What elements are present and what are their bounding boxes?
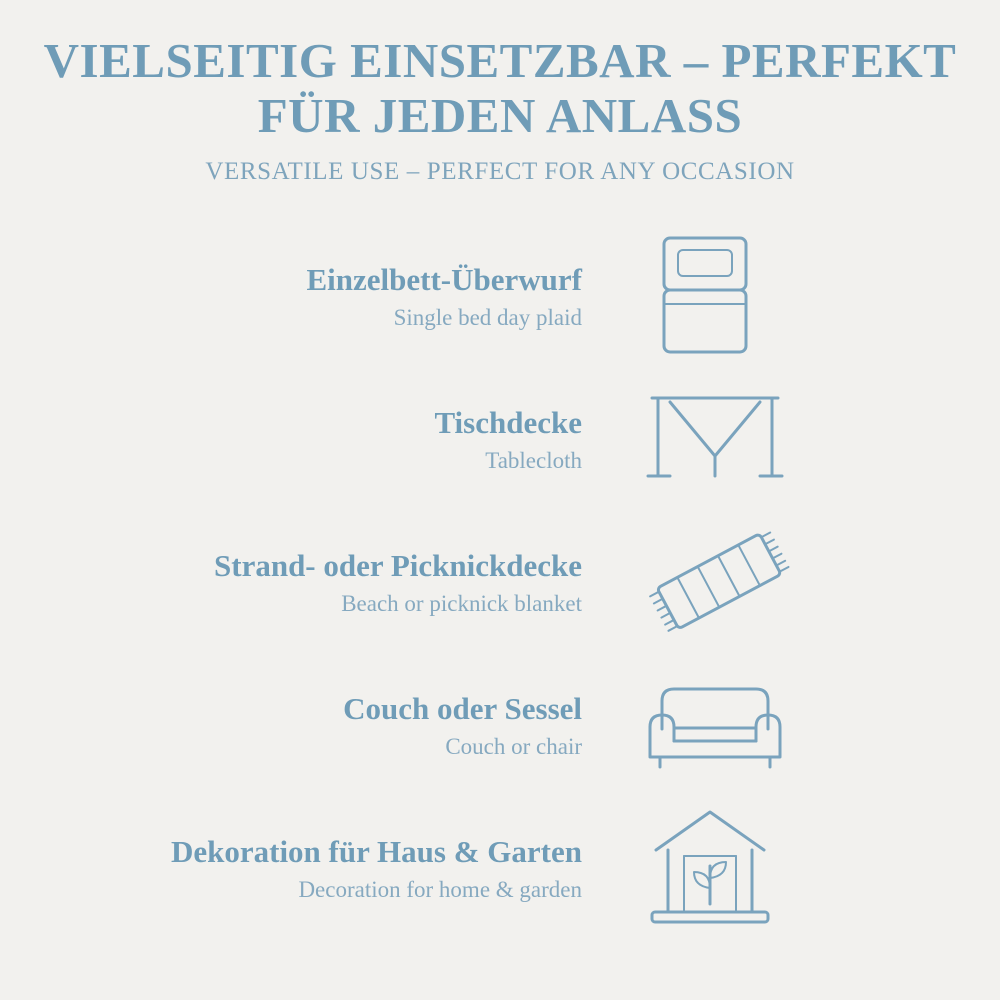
list-item — [40, 512, 960, 655]
list-item-label-en: Decoration for home & garden — [298, 876, 582, 902]
list-item-labels — [170, 548, 640, 618]
house-with-plant-icon — [640, 799, 830, 939]
list-item-labels — [170, 262, 640, 332]
table-with-cloth-icon — [640, 370, 830, 510]
list-item-label-en: Tablecloth — [485, 447, 582, 473]
list-item-label-de: Couch oder Sessel — [343, 691, 582, 727]
folded-blanket-icon — [640, 513, 830, 653]
list-item — [40, 655, 960, 798]
page-subtitle: VERSATILE USE – PERFECT FOR ANY OCCASION — [205, 157, 795, 185]
list-item-label-de: Strand- oder Picknickdecke — [214, 548, 582, 584]
list-item — [40, 369, 960, 512]
list-item-labels — [170, 405, 640, 475]
list-item-label-en: Couch or chair — [445, 733, 582, 759]
page-title: VIELSEITIG EINSETZBAR – PERFEKT FÜR JEDEN ANLASS — [43, 33, 957, 143]
list-item-label-de: Dekoration für Haus & Garten — [170, 834, 582, 870]
list-item-labels — [170, 834, 640, 904]
list-item-label-en: Beach or picknick blanket — [341, 590, 582, 616]
header — [40, 34, 960, 186]
list-item — [40, 226, 960, 369]
sofa-icon — [640, 656, 830, 796]
list-item-label-de: Tischdecke — [434, 405, 582, 441]
list-item-label-de: Einzelbett-Überwurf — [306, 262, 582, 298]
list-item-labels — [170, 691, 640, 761]
feature-list — [40, 226, 960, 941]
list-item-label-en: Single bed day plaid — [393, 304, 582, 330]
bed-icon — [640, 227, 830, 367]
list-item — [40, 798, 960, 941]
